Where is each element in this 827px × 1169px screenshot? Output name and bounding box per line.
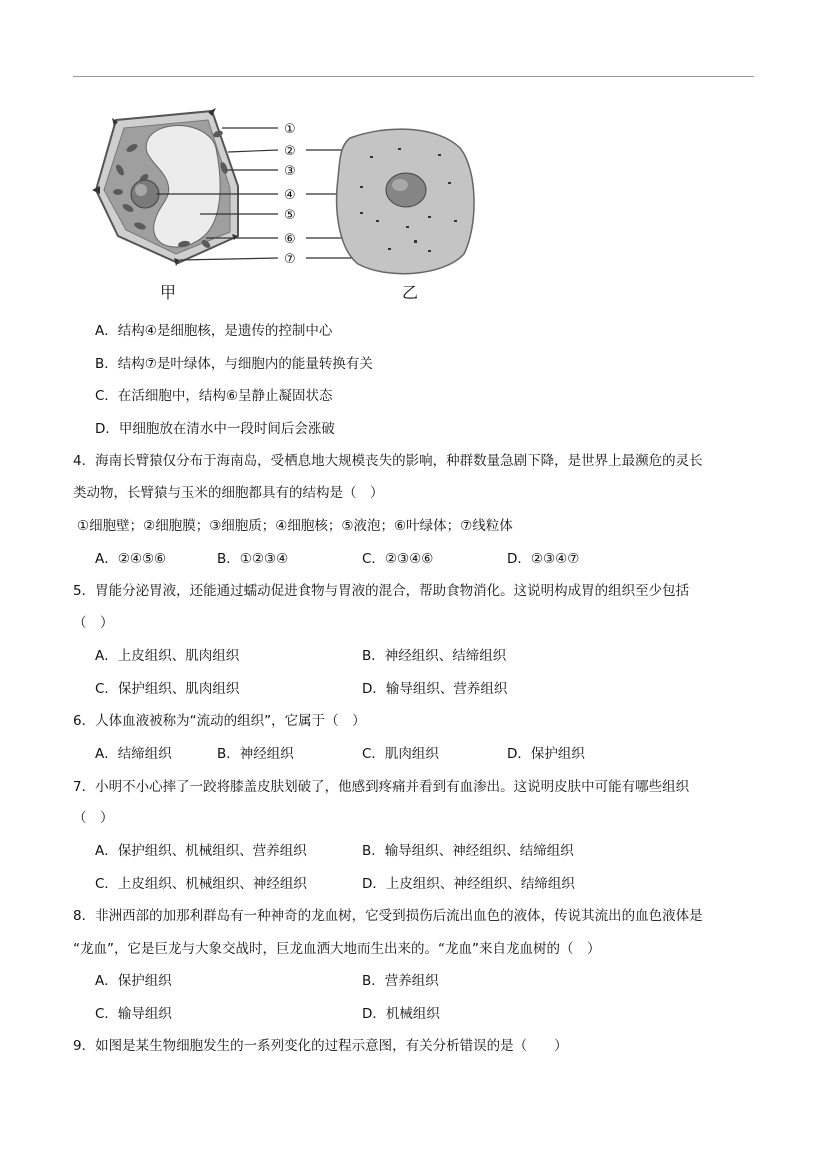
q8-option-b: B．营养组织 xyxy=(362,973,439,989)
q5-stem-line2: （ ） xyxy=(73,615,114,631)
q3-option-a: A．结构④是细胞核，是遗传的控制中心 xyxy=(95,323,333,339)
animal-cell-nucleus xyxy=(386,173,426,207)
q5-stem-line1: 5．胃能分泌胃液，还能通过蠕动促进食物与胃液的混合，帮助食物消化。这说明构成胃的组织至少包括 xyxy=(73,583,690,599)
header-rule xyxy=(73,76,754,77)
q8-stem-line2: “龙血”，它是巨龙与大象交战时，巨龙血洒大地而生出来的。“龙血”来自龙血树的（ ） xyxy=(73,941,601,957)
q6-option-b: B．神经组织 xyxy=(217,746,294,762)
q4-structure-list: ①细胞壁；②细胞膜；③细胞质；④细胞核；⑤液泡；⑥叶绿体；⑦线粒体 xyxy=(77,518,513,534)
q7-option-b: B．输导组织、神经组织、结缔组织 xyxy=(362,843,574,859)
q6-option-c: C．肌肉组织 xyxy=(362,746,439,762)
q7-option-c: C．上皮组织、机械组织、神经组织 xyxy=(95,876,307,892)
label-6: ⑥ xyxy=(284,232,296,247)
q8-option-a: A．保护组织 xyxy=(95,973,172,989)
q5-option-c: C．保护组织、肌肉组织 xyxy=(95,681,240,697)
q6-option-a: A．结缔组织 xyxy=(95,746,172,762)
q8-option-d: D．机械组织 xyxy=(362,1006,440,1022)
q5-option-a: A．上皮组织、肌肉组织 xyxy=(95,648,240,664)
q3-option-c: C．在活细胞中，结构⑥呈静止凝固状态 xyxy=(95,388,333,404)
q7-option-d: D．上皮组织、神经组织、结缔组织 xyxy=(362,876,575,892)
q4-option-b: B．①②③④ xyxy=(217,551,289,567)
q3-option-b: B．结构⑦是叶绿体，与细胞内的能量转换有关 xyxy=(95,356,373,372)
q3-option-d: D．甲细胞放在清水中一段时间后会涨破 xyxy=(95,421,335,437)
q6-option-d: D．保护组织 xyxy=(507,746,585,762)
label-3: ③ xyxy=(284,164,296,179)
q9-stem: 9．如图是某生物细胞发生的一系列变化的过程示意图，有关分析错误的是（ ） xyxy=(73,1038,568,1054)
q4-option-d: D．②③④⑦ xyxy=(507,551,580,567)
q7-option-a: A．保护组织、机械组织、营养组织 xyxy=(95,843,307,859)
figure-labels xyxy=(284,122,296,267)
q4-option-a: A．②④⑤⑥ xyxy=(95,551,167,567)
caption-yi: 乙 xyxy=(402,283,419,302)
q8-option-c: C．输导组织 xyxy=(95,1006,172,1022)
q5-option-b: B．神经组织、结缔组织 xyxy=(362,648,507,664)
label-5: ⑤ xyxy=(284,208,296,223)
q5-option-d: D．输导组织、营养组织 xyxy=(362,681,508,697)
label-7: ⑦ xyxy=(284,252,296,267)
q6-stem: 6．人体血液被称为“流动的组织”，它属于（ ） xyxy=(73,713,366,729)
q4-stem-line2: 类动物，长臂猿与玉米的细胞都具有的结构是（ ） xyxy=(73,485,384,501)
label-1: ① xyxy=(284,122,296,137)
label-2: ② xyxy=(284,144,296,159)
cell-diagram xyxy=(88,108,488,306)
q8-stem-line1: 8．非洲西部的加那利群岛有一种神奇的龙血树，它受到损伤后流出血色的液体，传说其流出的血色液体是 xyxy=(73,908,703,924)
label-4: ④ xyxy=(284,188,296,203)
q7-stem-line1: 7．小明不小心摔了一跤将膝盖皮肤划破了，他感到疼痛并看到有血渗出。这说明皮肤中可能有哪些组织 xyxy=(73,779,690,795)
caption-jia: 甲 xyxy=(160,283,177,302)
q4-stem-line1: 4．海南长臂猿仅分布于海南岛，受栖息地大规模丧失的影响，种群数量急剧下降，是世界上最濒危的灵长 xyxy=(73,453,703,469)
q7-stem-line2: （ ） xyxy=(73,810,114,826)
q4-option-c: C．②③④⑥ xyxy=(362,551,434,567)
